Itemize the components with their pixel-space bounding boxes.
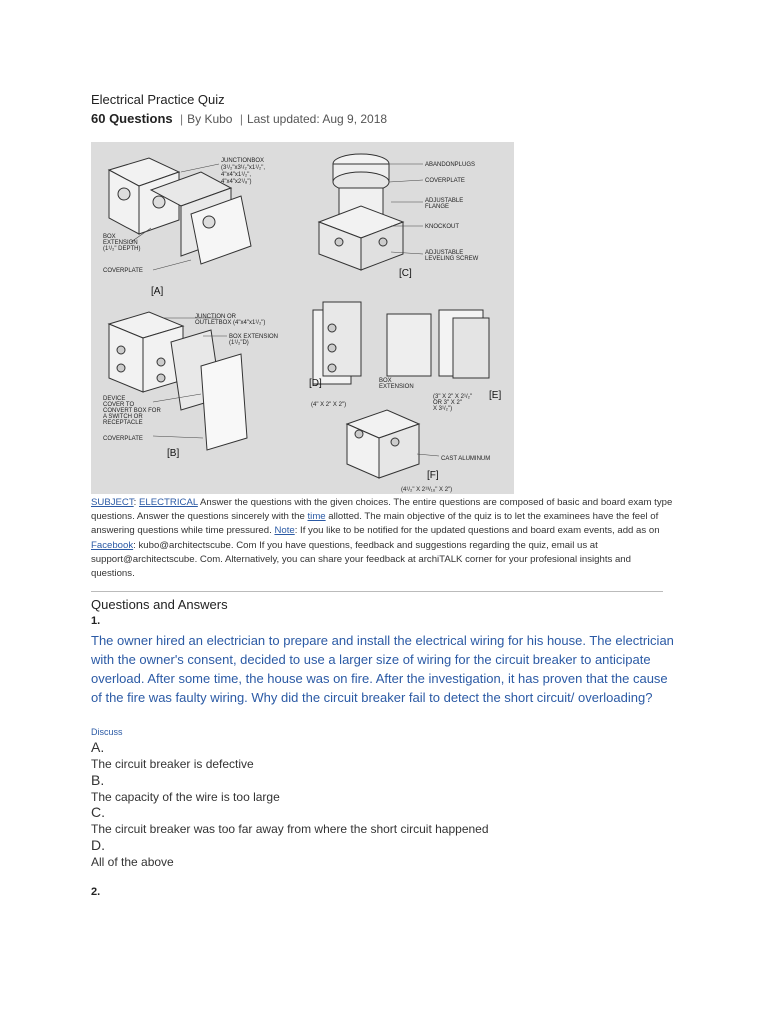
- intro-text-1: Answer the questions with the given choices. The entire questions are composed of basic and board exam type questions. Answer the questions sincerely with the: [91, 497, 673, 523]
- question-count: 60 Questions: [91, 111, 173, 126]
- box-c-drawing: [319, 154, 403, 270]
- quiz-meta: [91, 111, 387, 126]
- option-a-letter[interactable]: A.: [91, 739, 105, 755]
- option-c-letter[interactable]: C.: [91, 804, 105, 820]
- label-device-cover5: RECEPTACLE: [103, 420, 143, 426]
- option-d-letter[interactable]: D.: [91, 837, 105, 853]
- quiz-title: Electrical Practice Quiz: [91, 92, 225, 107]
- note-link[interactable]: Note: [274, 525, 295, 537]
- label-device-cover4: A SWITCH OR: [103, 414, 143, 420]
- label-leveling-screw2: LEVELING SCREW: [425, 256, 479, 262]
- option-c-text[interactable]: The circuit breaker was too far away from where the short circuit happened: [91, 822, 489, 836]
- label-leveling-screw: ADJUSTABLE: [425, 250, 464, 256]
- label-junction-outlet: JUNCTION OR: [195, 314, 236, 320]
- time-link[interactable]: time: [307, 511, 326, 523]
- label-coverplate-a: COVERPLATE: [103, 268, 143, 274]
- label-adjustable-flange2: FLANGE: [425, 204, 450, 210]
- label-coverplate-b: COVERPLATE: [103, 436, 143, 442]
- meta-separator: |: [239, 112, 243, 126]
- last-updated: Last updated: Aug 9, 2018: [246, 112, 388, 126]
- caption-a: [A]: [151, 286, 164, 297]
- caption-f: [F]: [427, 470, 439, 481]
- boxes-illustration: [91, 142, 514, 494]
- label-box-extension-e2: EXTENSION: [379, 384, 414, 390]
- electrical-boxes-figure: [91, 142, 514, 494]
- section-title: Questions and Answers: [91, 597, 228, 612]
- question-text: The owner hired an electrician to prepare and install the electrical wiring for his house. The electrician with the owner's consent, decided to use a larger size of wiring for the circuit breaker to anticipate overload. After some time, the house was on fire. After the investigation, it has proven that the cause of the fire was faulty wiring. Why did the circuit breaker fail to detect the short circuit/ overloading?: [91, 633, 674, 705]
- label-box-extension-b: BOX EXTENSION: [229, 334, 279, 340]
- question-number: 1.: [91, 615, 101, 627]
- label-d-dims: (4" X 2" X 2"): [311, 402, 347, 408]
- intro-text-2: allotted. The main objective of the quiz is to let the examinees have the feel of answering questions while time pressured.: [91, 511, 659, 537]
- label-abandon-plugs: ABANDONPLUGS: [425, 162, 476, 168]
- label-junction-box-dims3: 4"x4"x2¹/₈"): [221, 179, 252, 185]
- label-device-cover: DEVICE: [103, 396, 126, 402]
- label-e-dims: (3" X 2" X 2¹/₂": [433, 394, 473, 400]
- option-d-text[interactable]: All of the above: [91, 855, 174, 869]
- label-box-extension-b2: (1¹/₂"D): [229, 340, 249, 346]
- box-d-drawing: [313, 302, 361, 384]
- label-junction-box-dims: (3¹/₂"x3¹/₂"x1¹/₂",: [221, 165, 266, 171]
- facebook-link[interactable]: Facebook: [91, 539, 134, 551]
- intro-colon: :: [133, 497, 137, 508]
- label-knockout: KNOCKOUT: [425, 224, 460, 230]
- label-adjustable-flange: ADJUSTABLE: [425, 198, 464, 204]
- caption-b: [B]: [167, 448, 180, 459]
- label-box-extension-e: BOX: [379, 378, 392, 384]
- label-device-cover3: CONVERT BOX FOR: [103, 408, 161, 414]
- label-cast-aluminum: CAST ALUMINUM: [441, 456, 491, 462]
- author: By Kubo: [187, 112, 233, 126]
- caption-d: [D]: [309, 378, 322, 389]
- label-box-extension-a2: EXTENSION: [103, 240, 138, 246]
- electrical-link[interactable]: ELECTRICAL: [139, 497, 198, 508]
- subject-link[interactable]: SUBJECT: [91, 497, 134, 508]
- label-box-extension-a: BOX: [103, 234, 116, 240]
- section-divider: [91, 591, 663, 592]
- discuss-link[interactable]: Discuss: [91, 727, 123, 737]
- question-number: 2.: [91, 886, 101, 898]
- option-b-text[interactable]: The capacity of the wire is too large: [91, 790, 280, 804]
- intro-text-3: : If you like to be notified for the updated questions and board exam events, add as on: [294, 525, 660, 537]
- label-coverplate-c: COVERPLATE: [425, 178, 465, 184]
- label-device-cover2: COVER TO: [103, 402, 135, 408]
- intro-paragraph: [91, 496, 677, 581]
- label-e-dims3: X 3¹/₂"): [433, 406, 453, 412]
- caption-c: [C]: [399, 268, 412, 279]
- label-f-dims: (4¹/₂" X 2¹³/₁₆" X 2"): [401, 487, 453, 493]
- meta-separator: |: [179, 112, 184, 126]
- caption-e: [E]: [489, 390, 502, 401]
- label-e-dims2: OR 3" X 2": [433, 400, 462, 406]
- option-b-letter[interactable]: B.: [91, 772, 105, 788]
- box-b-drawing: [109, 312, 247, 450]
- label-box-extension-a3: (1¹/₂" DEPTH): [103, 246, 141, 252]
- label-junction-outlet2: OUTLETBOX (4"x4"x1¹/₂"): [195, 320, 266, 326]
- option-a-text[interactable]: The circuit breaker is defective: [91, 757, 254, 771]
- box-f-drawing: [347, 410, 419, 478]
- intro-text-4: : kubo@architectscube. Com If you have questions, feedback and suggestions regarding the quiz, email us at support@architectscube. Com. Alternatively, you can share your feedback at archiTALK corner for your profesional insights and questions.: [91, 539, 631, 580]
- box-e-drawing: [387, 310, 489, 378]
- label-junction-box-dims2: 4"x4"x1¹/₂",: [221, 172, 252, 178]
- label-junction-box: JUNCTIONBOX: [221, 158, 265, 164]
